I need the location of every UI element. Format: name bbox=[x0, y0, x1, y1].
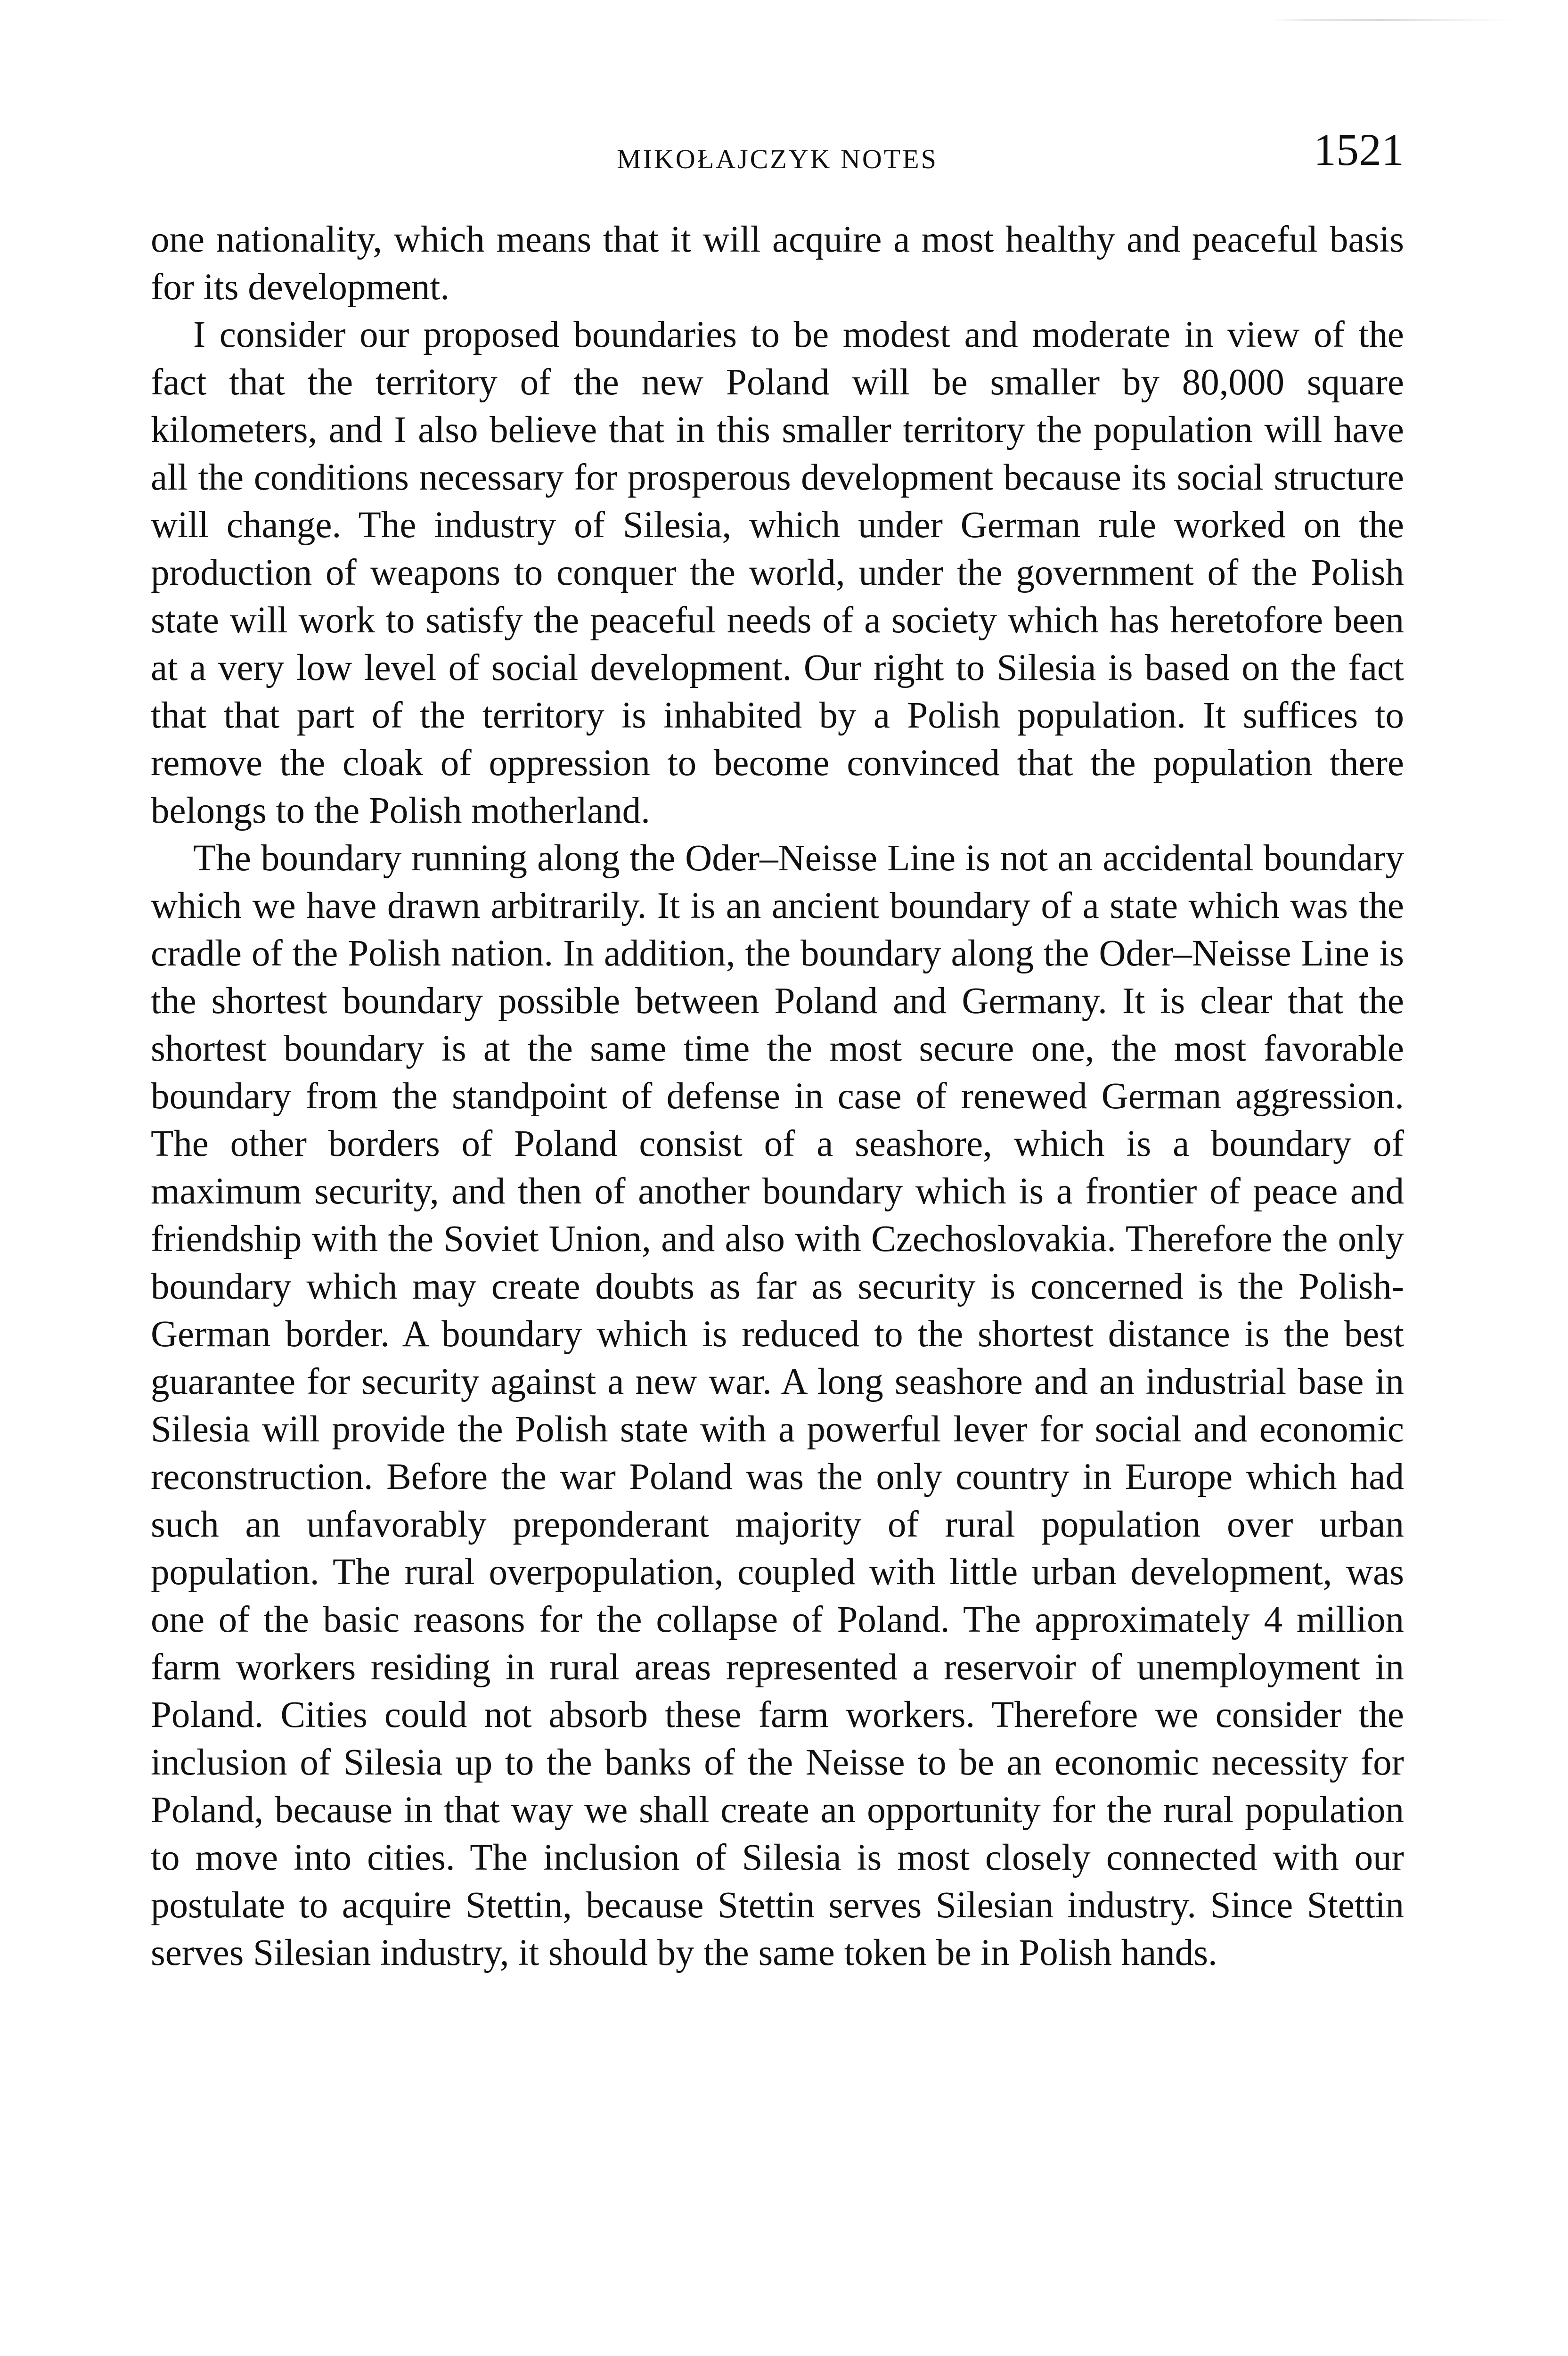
running-head: MIKOŁAJCZYK NOTES bbox=[617, 144, 938, 174]
page-header bbox=[151, 124, 1404, 193]
paragraph-oder-neisse-line: The boundary running along the Oder–Neisse Line is not an accidental boundary which we have drawn arbitrarily. It is an ancient boundary of a state which was the cradle of the Polish nation. In addition, the boundary along the Oder–Neisse Line is the shortest boundary possible between Poland and Germany. It is clear that the shortest boundary is at the same time the most secure one, the most favorable boundary from the standpoint of defense in case of renewed German aggression. The other borders of Poland consist of a seashore, which is a boundary of maximum security, and then of another boundary which is a frontier of peace and friendship with the Soviet Union, and also with Czechoslovakia. Therefore the only boundary which may create doubts as far as security is concerned is the Polish-German border. A boundary which is reduced to the shortest distance is the best guarantee for security against a new war. A long seashore and an industrial base in Silesia will provide the Polish state with a powerful lever for social and economic reconstruction. Before the war Poland was the only country in Europe which had such an unfavorably preponderant majority of rural population over urban population. The rural overpopulation, coupled with little urban development, was one of the basic reasons for the collapse of Poland. The approximately 4 million farm workers residing in rural areas represented a reservoir of unemployment in Poland. Cities could not absorb these farm workers. Therefore we consider the inclusion of Silesia up to the banks of the Neisse to be an economic necessity for Poland, because in that way we shall create an opportunity for the rural population to move into cities. The inclusion of Silesia is most closely connected with our postulate to acquire Stettin, because Stettin serves Silesian industry. Since Stettin serves Silesian industry, it should by the same token be in Polish hands. bbox=[151, 838, 1404, 1973]
paragraph-boundaries-moderate: I consider our proposed boundaries to be modest and moderate in view of the fact that the territory of the new Poland will be smaller by 80,000 square kilometers, and I also believe that in this smaller territory the population will have all the conditions necessary for prosperous development because its social structure will change. The industry of Silesia, which under German rule worked on the production of weapons to conquer the world, under the government of the Polish state will work to satisfy the peaceful needs of a society which has heretofore been at a very low level of social development. Our right to Silesia is based on the fact that that part of the territory is inhabited by a Polish population. It suffices to remove the cloak of oppression to become convinced that the population there belongs to the Polish motherland. bbox=[151, 314, 1404, 831]
body-text bbox=[151, 216, 1404, 1977]
paragraph-continuation: one nationality, which means that it will acquire a most healthy and peaceful basis for its development. bbox=[151, 219, 1404, 308]
page-number: 1521 bbox=[1314, 124, 1404, 175]
scan-artifact bbox=[1271, 19, 1516, 21]
